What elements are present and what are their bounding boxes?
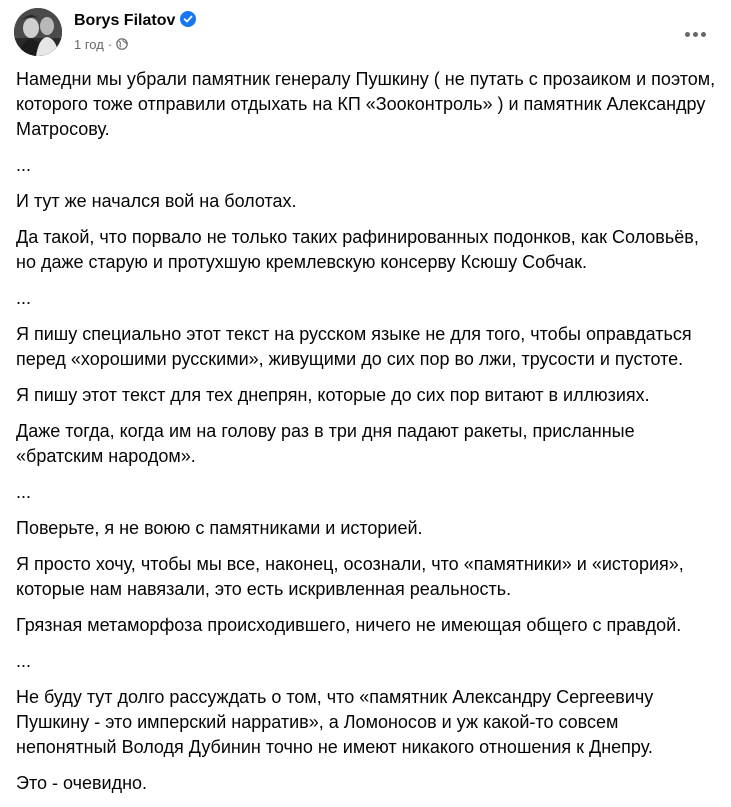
paragraph: Поверьте, я не воюю с памятниками и историей.: [16, 518, 423, 538]
paragraph: ...: [16, 155, 32, 175]
paragraph: Я просто хочу, чтобы мы все, наконец, осознали, что «памятники» и «история», которые нам навязали, это есть искривленная реальность.: [16, 554, 684, 599]
author-name-text[interactable]: Borys Filatov: [74, 12, 176, 29]
paragraph: Это - очевидно.: [16, 773, 148, 793]
paragraph: Я пишу этот текст для тех днепрян, которые до сих пор витают в иллюзиях.: [16, 385, 650, 405]
post-body: [16, 67, 716, 807]
paragraph: ...: [16, 651, 32, 671]
meta-separator: ·: [107, 37, 113, 52]
more-options-button[interactable]: [677, 16, 713, 52]
paragraph: Да такой, что порвало не только таких рафинированных подонков, как Соловьёв, но даже старую и протухшую кремлевскую консерву Ксюшу Собчак.: [16, 227, 699, 272]
profile-photo: [14, 8, 62, 56]
more-options-icon: [685, 32, 690, 37]
verified-badge-icon: [180, 11, 196, 27]
paragraph: И тут же начался вой на болотах.: [16, 191, 297, 211]
paragraph: ...: [16, 288, 32, 308]
paragraph: Намедни мы убрали памятник генералу Пушкину ( не путать с прозаиком и поэтом, которого тоже отправили отдыхать на КП «Зооконтроль» ) и памятник Александру Матросову.: [16, 69, 716, 139]
post-meta: [74, 37, 128, 52]
post-header: [14, 8, 717, 60]
globe-icon[interactable]: [116, 38, 128, 50]
paragraph: Даже тогда, когда им на голову раз в три дня падают ракеты, присланные «братским народом».: [16, 421, 635, 466]
paragraph: Я пишу специально этот текст на русском языке не для того, чтобы оправдаться перед «хорошими русскими», живущими до сих пор во лжи, трусости и пустоте.: [16, 324, 692, 369]
paragraph: Грязная метаморфоза происходившего, ничего не имеющая общего с правдой.: [16, 615, 682, 635]
paragraph: Не буду тут долго рассуждать о том, что «памятник Александру Сергеевичу Пушкину - это имперский нарратив», а Ломоносов и уж какой-то совсем непонятный Володя Дубинин точно не имеют никакого отношения к Днепру.: [16, 687, 654, 757]
author-name[interactable]: [74, 11, 196, 30]
avatar[interactable]: [14, 8, 62, 56]
paragraph: ...: [16, 482, 32, 502]
post-timestamp[interactable]: 1 год: [74, 37, 104, 52]
